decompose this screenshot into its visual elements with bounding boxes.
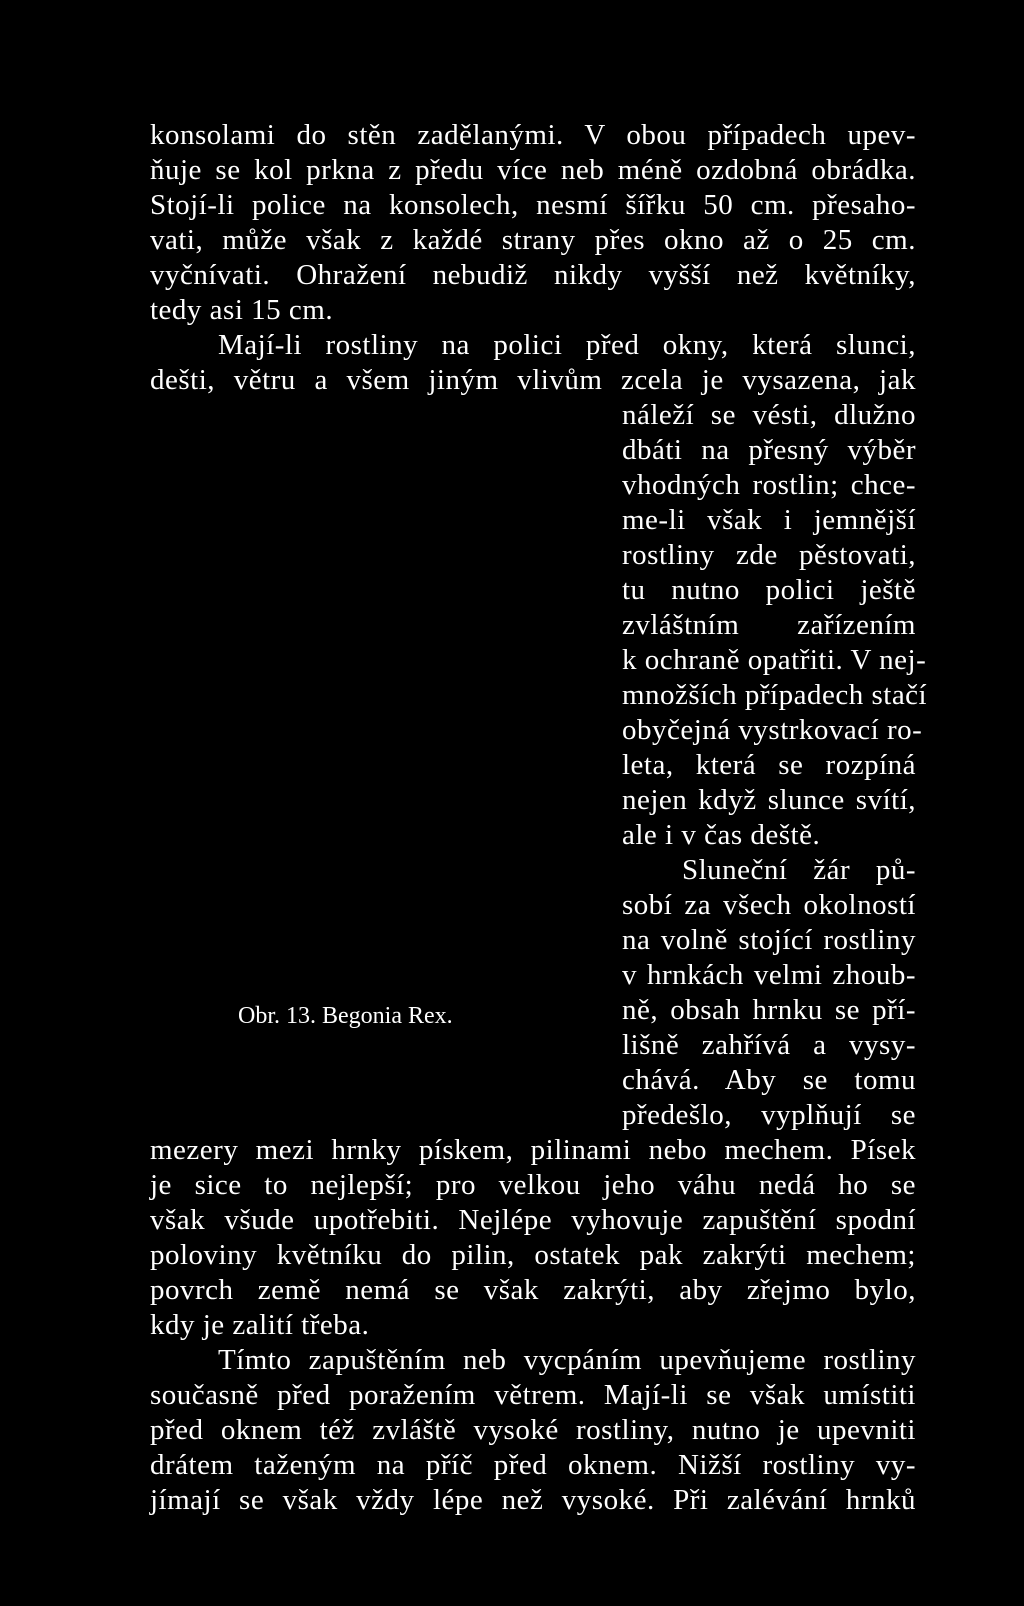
text-line: me-li však i jemnější xyxy=(622,504,916,536)
text-line: náleží se vésti, dlužno xyxy=(622,399,916,431)
text-line: vati, může však z každé strany přes okno až o 25 cm. xyxy=(150,224,916,256)
text-line: vhodných rostlin; chce- xyxy=(622,469,916,501)
text-line: předešlo, vyplňují se xyxy=(622,1099,916,1131)
text-line: poloviny květníku do pilin, ostatek pak zakrýti mechem; xyxy=(150,1239,916,1271)
text-line: však všude upotřebiti. Nejlépe vyhovuje zapuštění spodní xyxy=(150,1204,916,1236)
text-line: lišně zahřívá a vysy- xyxy=(622,1029,916,1061)
text-line: Sluneční žár pů- xyxy=(682,854,916,886)
text-line: Mají-li rostliny na polici před okny, která slunci, xyxy=(218,329,916,361)
text-line: zvláštním zařízením xyxy=(622,609,916,641)
text-line: leta, která se rozpíná xyxy=(622,749,916,781)
text-line: je sice to nejlepší; pro velkou jeho váhu nedá ho se xyxy=(150,1169,916,1201)
text-line: nejen když slunce svítí, xyxy=(622,784,916,816)
text-line: rostliny zde pěstovati, xyxy=(622,539,916,571)
figure-caption: Obr. 13. Begonia Rex. xyxy=(238,1003,453,1029)
text-line: mezery mezi hrnky pískem, pilinami nebo mechem. Písek xyxy=(150,1134,916,1166)
text-line: dešti, větru a všem jiným vlivům zcela je vysazena, jak xyxy=(150,364,916,396)
text-line: na volně stojící rostliny xyxy=(622,924,916,956)
text-line: kdy je zalití třeba. xyxy=(150,1309,370,1341)
text-line: obyčejná vystrkovací ro- xyxy=(622,714,923,746)
text-line: k ochraně opatřiti. V nej- xyxy=(622,644,927,676)
text-line: dbáti na přesný výběr xyxy=(622,434,916,466)
text-line: ale i v čas deště. xyxy=(622,819,821,851)
text-line: současně před poražením větrem. Mají-li se však umístiti xyxy=(150,1379,916,1411)
text-line: jímají se však vždy lépe než vysoké. Při zalévání hrnků xyxy=(150,1484,916,1516)
text-line: v hrnkách velmi zhoub- xyxy=(622,959,916,991)
text-line: ňuje se kol prkna z předu více neb méně ozdobná obrádka. xyxy=(150,154,916,186)
text-line: povrch země nemá se však zakrýti, aby zřejmo bylo, xyxy=(150,1274,916,1306)
text-line: ně, obsah hrnku se pří- xyxy=(622,994,916,1026)
text-line: Stojí-li police na konsolech, nesmí šířku 50 cm. přesaho- xyxy=(150,189,916,221)
text-line: tedy asi 15 cm. xyxy=(150,294,334,326)
text-line: sobí za všech okolností xyxy=(622,889,916,921)
text-line: tu nutno polici ještě xyxy=(622,574,916,606)
text-line: množších případech stačí xyxy=(622,679,928,711)
text-line: Tímto zapuštěním neb vycpáním upevňujeme rostliny xyxy=(218,1344,916,1376)
text-line: vyčnívati. Ohražení nebudiž nikdy vyšší než květníky, xyxy=(150,259,916,291)
text-line: před oknem též zvláště vysoké rostliny, nutno je upevniti xyxy=(150,1414,916,1446)
text-line: chává. Aby se tomu xyxy=(622,1064,916,1096)
text-line: drátem taženým na příč před oknem. Nižší rostliny vy- xyxy=(150,1449,916,1481)
text-line: konsolami do stěn zadělanými. V obou případech upev- xyxy=(150,119,916,151)
